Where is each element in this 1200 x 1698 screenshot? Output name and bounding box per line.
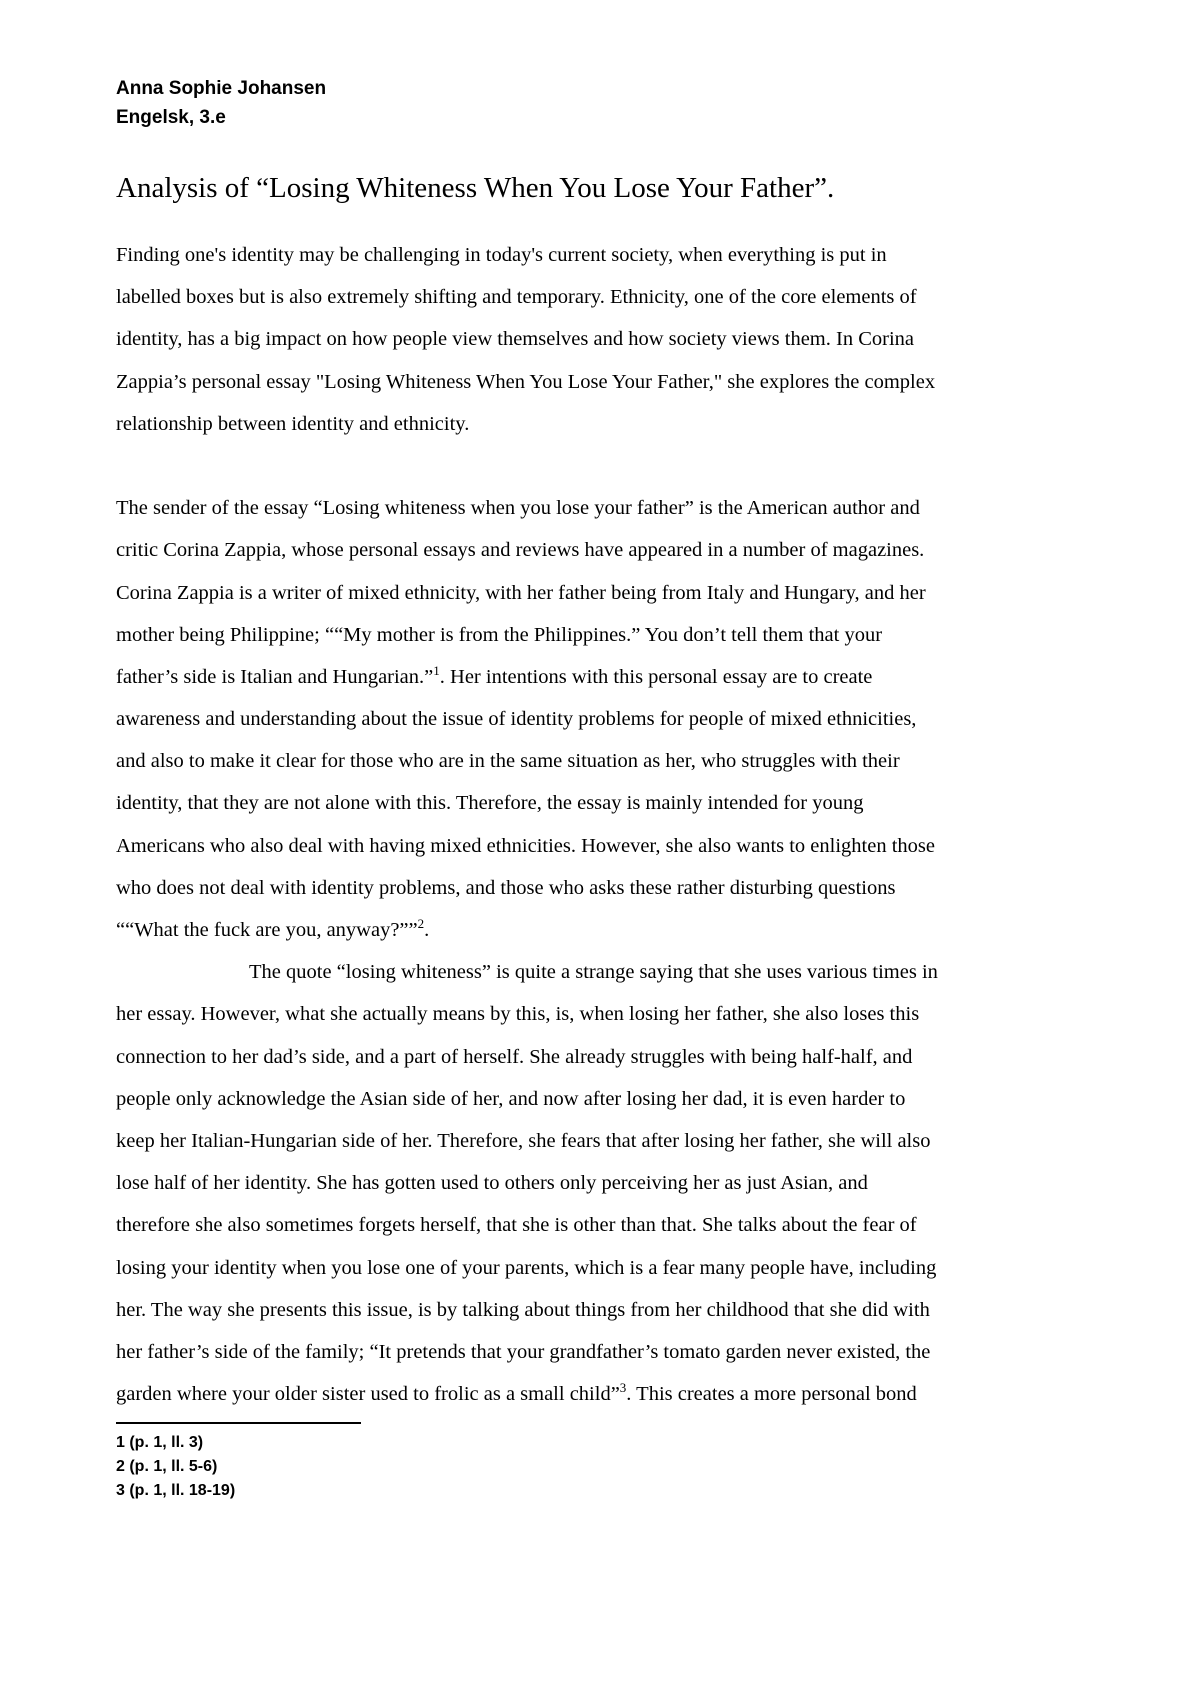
paragraph-analysis [116,951,1096,1415]
class-label: Engelsk, 3.e [116,107,226,128]
footnote-item: 3 (p. 1, ll. 18-19) [116,1482,236,1499]
text-line: lose half of her identity. She has gotten used to others only perceiving her as just Asian, and [116,1172,868,1195]
footnote-item: 1 (p. 1, ll. 3) [116,1434,204,1451]
text-segment: father’s side is Italian and Hungarian.” [116,665,434,688]
text-line: who does not deal with identity problems, and those who asks these rather disturbing questions [116,876,896,899]
text-line: mother being Philippine; ““My mother is from the Philippines.” You don’t tell them that your [116,623,883,646]
text-line: therefore she also sometimes forgets herself, that she is other than that. She talks about the fear of [116,1214,917,1237]
essay-title: Analysis of “Losing Whiteness When You Lose Your Father”. [116,172,835,204]
text-line: and also to make it clear for those who are in the same situation as her, who struggles with their [116,750,900,773]
essay-body [116,234,1096,1415]
text-segment: . Her intentions with this personal essay are to create [439,665,873,688]
text-segment: garden where your older sister used to frolic as a small child” [116,1383,620,1406]
footnote-item: 2 (p. 1, ll. 5-6) [116,1458,218,1475]
author-name: Anna Sophie Johansen [116,78,327,99]
text-line-with-footnote [116,656,1096,698]
text-line: her. The way she presents this issue, is by talking about things from her childhood that she did with [116,1298,930,1321]
text-line: losing your identity when you lose one of your parents, which is a fear many people have, including [116,1256,937,1279]
text-line: connection to her dad’s side, and a part of herself. She already struggles with being half-half, and [116,1045,913,1068]
text-line: her father’s side of the family; “It pretends that your grandfather’s tomato garden never existed, the [116,1340,931,1363]
text-segment: . This creates a more personal bond [626,1383,917,1406]
text-line: people only acknowledge the Asian side of her, and now after losing her dad, it is even harder to [116,1087,906,1110]
text-line: Finding one's identity may be challenging in today's current society, when everything is put in [116,244,887,266]
text-segment: ““What the fuck are you, anyway?”” [116,919,418,941]
paragraph-sender [116,487,1096,951]
text-line: identity, that they are not alone with this. Therefore, the essay is mainly intended for young [116,792,864,815]
text-line: awareness and understanding about the issue of identity problems for people of mixed ethnicities, [116,708,917,731]
text-line: The sender of the essay “Losing whiteness when you lose your father” is the American author and [116,497,920,520]
text-line-with-footnote [116,909,1096,951]
text-line: keep her Italian-Hungarian side of her. Therefore, she fears that after losing her father, she will also [116,1129,931,1152]
text-line-with-footnote [116,1373,1096,1415]
footnote-separator [116,1422,361,1424]
footnote-reference[interactable]: 2 [417,916,425,932]
document-header [116,74,326,132]
text-line: Zappia’s personal essay "Losing Whiteness When You Lose Your Father," she explores the complex [116,370,936,393]
text-line: critic Corina Zappia, whose personal essays and reviews have appeared in a number of magazines. [116,539,925,562]
text-line: relationship between identity and ethnicity. [116,412,470,435]
text-line: labelled boxes but is also extremely shifting and temporary. Ethnicity, one of the core elements of [116,286,917,309]
footnotes [116,1431,235,1503]
text-line: Americans who also deal with having mixed ethnicities. However, she also wants to enlighten those [116,834,935,857]
footnote-reference[interactable]: 3 [619,1380,627,1396]
paragraph-intro [116,234,1096,445]
footnote-reference[interactable]: 1 [433,663,440,679]
text-line: identity, has a big impact on how people view themselves and how society views them. In Corina [116,328,914,351]
text-line: her essay. However, what she actually means by this, is, when losing her father, she also loses this [116,1003,920,1026]
paragraph-spacer [116,445,1096,487]
text-line: The quote “losing whiteness” is quite a strange saying that she uses various times in [249,961,938,984]
text-segment: . [424,919,430,941]
text-line: Corina Zappia is a writer of mixed ethnicity, with her father being from Italy and Hungary, and her [116,581,926,604]
